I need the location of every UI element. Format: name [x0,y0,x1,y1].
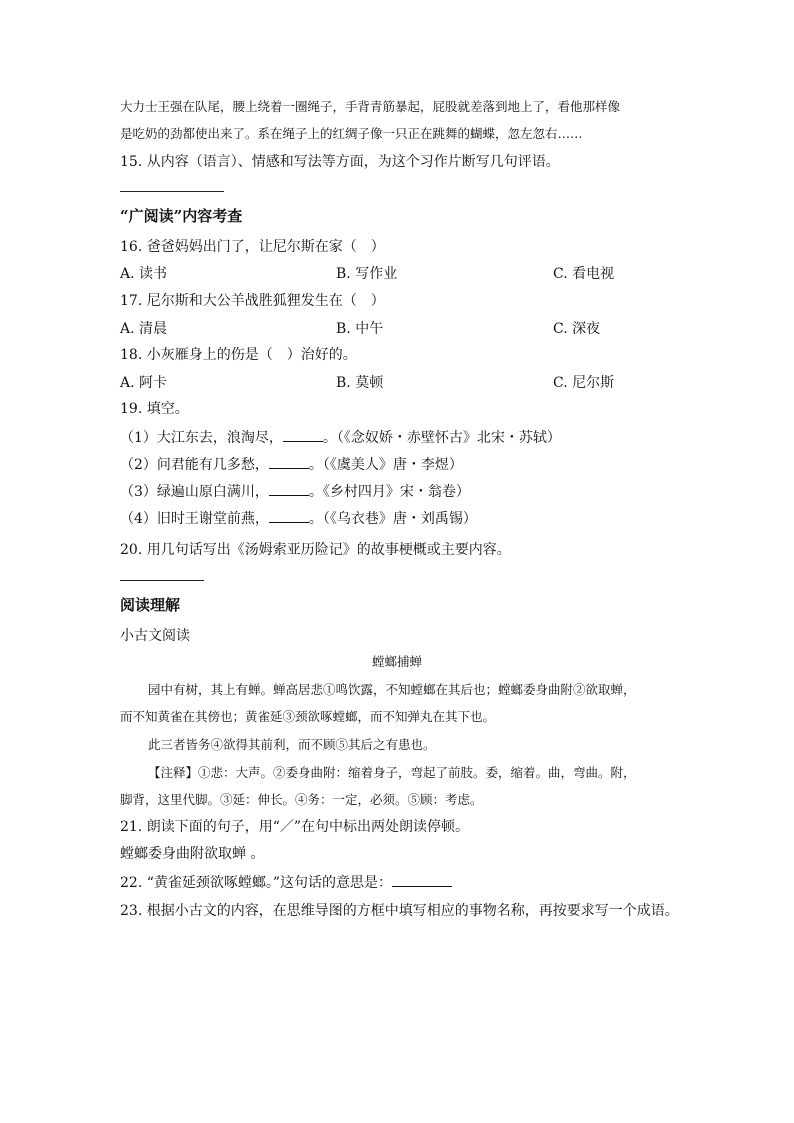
q19-blank-4[interactable] [269,509,309,523]
q16-option-c[interactable]: C. 看电视 [553,266,615,282]
excerpt-line-2: 是吃奶的劲都使出来了。系在绳子上的红绸子像一只正在跳舞的蝴蝶，忽左忽右…… [120,126,583,141]
section-broad-reading: “广阅读”内容考查 [120,207,243,225]
question-17: 17. 尼尔斯和大公羊战胜狐狸发生在（ ） [120,293,385,309]
q19-blank-2[interactable] [269,455,309,469]
q19-item-1-text: （1）大江东去，浪淘尽， [120,430,283,446]
q19-item-2-text: （2）问君能有几多愁， [120,457,269,473]
question-20: 20. 用几句话写出《汤姆索亚历险记》的故事梗概或主要内容。 [120,542,511,558]
q17-option-b[interactable]: B. 中午 [336,321,384,337]
q21-sentence[interactable]: 螳螂委身曲附欲取蝉 。 [120,846,265,862]
q19-item-2-source: 。（《虞美人》唐・李煜） [308,457,463,473]
q16-option-a[interactable]: A. 读书 [120,266,168,282]
question-22-text: 22. “黄雀延颈欲啄螳螂。”这句话的意思是： [120,875,393,891]
passage-paragraph-2: 此三者皆务④欲得其前利，而不顾⑤其后之有患也。 [148,737,436,752]
passage-notes-line-2: 脚背，这里代脚。③延：伸长。④务：一定，必须。⑤顾：考虑。 [120,792,483,807]
question-23: 23. 根据小古文的内容，在思维导图的方框中填写相应的事物名称，再按要求写一个成语。 [120,903,679,919]
passage-paragraph-1-line-2: 而不知黄雀在其傍也；黄雀延③颈欲啄螳螂，而不知弹丸在其下也。 [120,709,496,724]
q19-item-3-text: （3）绿遍山原白满川， [120,484,269,500]
q17-option-c[interactable]: C. 深夜 [553,321,601,337]
q19-blank-1[interactable] [283,428,323,442]
answer-line-15[interactable] [120,191,224,192]
q19-item-1-source: 。（《念奴娇・赤壁怀古》北宋・苏轼） [322,430,561,446]
answer-line-20[interactable] [120,580,204,581]
q19-item-2 [120,454,463,474]
q19-item-3 [120,481,470,501]
question-16: 16. 爸爸妈妈出门了，让尼尔斯在家（ ） [120,239,385,255]
subsection-title: 小古文阅读 [120,628,190,644]
passage-paragraph-1-line-1: 园中有树，其上有蝉。蝉高居悲①鸣饮露，不知螳螂在其后也；螳螂委身曲附②欲取蝉， [148,682,636,697]
q18-option-c[interactable]: C. 尼尔斯 [553,375,615,391]
passage-notes-line-1: 【注释】①悲：大声。②委身曲附：缩着身子，弯起了前肢。委，缩着。曲，弯曲。附， [148,765,636,780]
q19-item-4 [120,508,477,528]
q18-option-b[interactable]: B. 莫顿 [336,375,384,391]
passage-title: 螳螂捕蝉 [371,654,422,669]
q19-item-1 [120,427,561,447]
q19-blank-3[interactable] [269,482,309,496]
q16-option-b[interactable]: B. 写作业 [336,266,398,282]
q19-item-3-source: 。《乡村四月》宋・翁卷） [308,484,470,500]
q22-blank[interactable] [392,873,452,887]
question-19: 19. 填空。 [120,401,189,417]
question-15: 15. 从内容（语言）、情感和写法等方面，为这个习作片断写几句评语。 [120,154,560,170]
q17-option-a[interactable]: A. 清晨 [120,321,168,337]
question-21: 21. 朗读下面的句子，用“／”在句中标出两处朗读停顿。 [120,819,470,835]
section-reading: 阅读理解 [120,596,181,614]
excerpt-line-1: 大力士王强在队尾，腰上绕着一圈绳子，手背青筋暴起，屁股就差落到地上了，看他那样像 [120,99,621,114]
question-18: 18. 小灰雁身上的伤是（ ）治好的。 [120,347,357,363]
q19-item-4-text: （4）旧时王谢堂前燕， [120,511,269,527]
q19-item-4-source: 。（《乌衣巷》唐・刘禹锡） [308,511,477,527]
q18-option-a[interactable]: A. 阿卡 [120,375,168,391]
question-22 [120,872,452,892]
